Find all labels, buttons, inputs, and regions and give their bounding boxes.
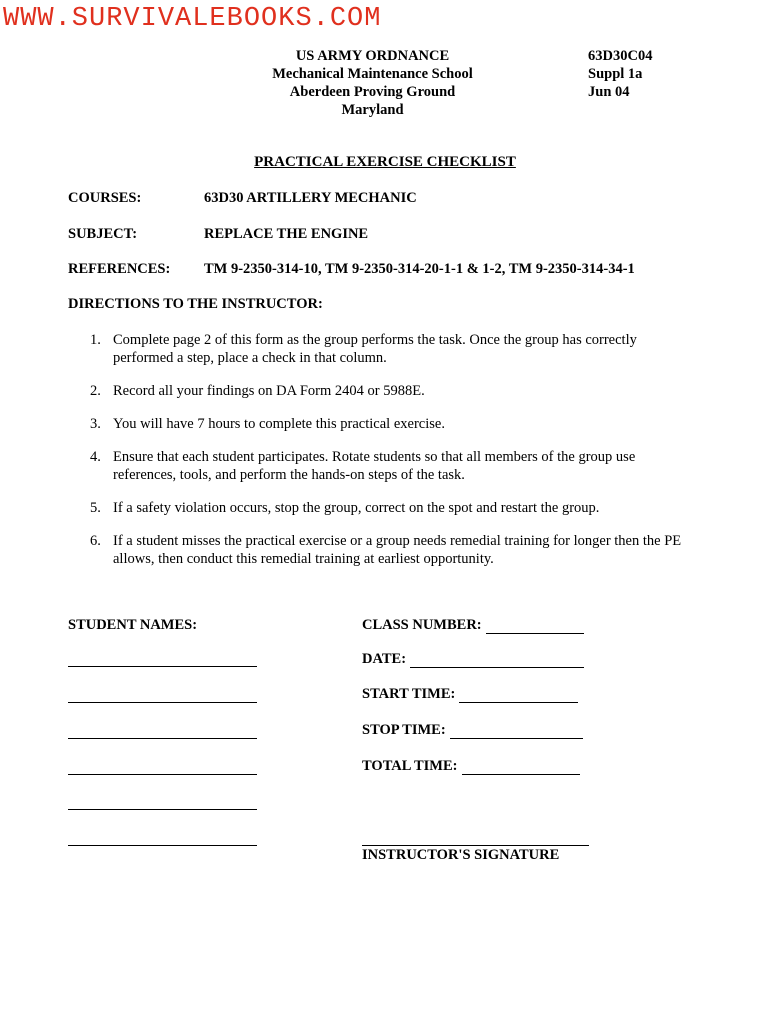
courses-value: 63D30 ARTILLERY MECHANIC (204, 190, 417, 206)
direction-number: 1. (90, 332, 101, 348)
direction-text: If a student misses the practical exercise or a group needs remedial training for longer then the PE allows, then conduct this remedial training at earliest opportunity. (113, 533, 682, 567)
student-names-label: STUDENT NAMES: (68, 617, 198, 633)
direction-text: Record all your findings on DA Form 2404 or 5988E. (113, 383, 425, 399)
document-date: Jun 04 (588, 84, 630, 100)
direction-item (86, 499, 696, 517)
document-number: 63D30C04 (588, 48, 653, 64)
total-time-field[interactable] (462, 760, 580, 775)
instructor-signature-label: INSTRUCTOR'S SIGNATURE (362, 847, 560, 863)
page-title: PRACTICAL EXERCISE CHECKLIST (254, 154, 516, 170)
header-line: Maryland (341, 102, 404, 118)
courses-row (68, 190, 417, 207)
stop-time-label: STOP TIME: (362, 722, 446, 738)
date-field[interactable] (410, 653, 584, 668)
direction-text: Complete page 2 of this form as the group performs the task. Once the group has correctly performed a step, place a check in that column. (113, 332, 637, 366)
start-time-label: START TIME: (362, 686, 456, 702)
student-name-field[interactable] (68, 774, 257, 775)
total-time-row (362, 758, 580, 775)
total-time-label: TOTAL TIME: (362, 758, 458, 774)
stop-time-field[interactable] (450, 724, 583, 739)
direction-number: 2. (90, 383, 101, 399)
student-name-field[interactable] (68, 738, 257, 739)
document-id-block (588, 47, 652, 101)
direction-number: 3. (90, 416, 101, 432)
direction-item (86, 532, 696, 568)
direction-number: 4. (90, 449, 101, 465)
courses-label: COURSES: (68, 190, 142, 206)
student-name-field[interactable] (68, 666, 257, 667)
subject-value: REPLACE THE ENGINE (204, 226, 369, 242)
subject-label: SUBJECT: (68, 226, 138, 242)
header-line: Aberdeen Proving Ground (289, 84, 456, 100)
watermark-url: WWW.SURVIVALEBOOKS.COM (3, 4, 382, 34)
direction-number: 5. (90, 500, 101, 516)
directions-heading: DIRECTIONS TO THE INSTRUCTOR: (68, 296, 323, 312)
student-name-field[interactable] (68, 845, 257, 846)
date-label: DATE: (362, 651, 407, 667)
direction-number: 6. (90, 533, 101, 549)
direction-text: Ensure that each student participates. Rotate students so that all members of the group use references, tools, and perform the hands-on steps of the task. (113, 449, 636, 483)
supplement-label: Suppl 1a (588, 66, 643, 82)
direction-item (86, 448, 696, 484)
class-number-label: CLASS NUMBER: (362, 617, 482, 633)
direction-text: You will have 7 hours to complete this practical exercise. (113, 416, 445, 432)
start-time-row (362, 686, 578, 703)
header-line: Mechanical Maintenance School (272, 66, 473, 82)
student-name-field[interactable] (68, 702, 257, 703)
header-line: US ARMY ORDNANCE (295, 48, 450, 64)
subject-row (68, 226, 368, 243)
direction-text: If a safety violation occurs, stop the group, correct on the spot and restart the group. (113, 500, 600, 516)
references-value: TM 9-2350-314-10, TM 9-2350-314-20-1-1 & 1-2, TM 9-2350-314-34-1 (204, 261, 635, 277)
instructor-signature-field[interactable] (362, 845, 589, 846)
directions-list (86, 331, 696, 583)
school-header (250, 47, 495, 119)
student-name-field[interactable] (68, 809, 257, 810)
direction-item (86, 382, 696, 400)
references-label: REFERENCES: (68, 261, 171, 277)
stop-time-row (362, 722, 583, 739)
date-row (362, 651, 584, 668)
start-time-field[interactable] (459, 688, 578, 703)
class-number-row (362, 617, 584, 634)
direction-item (86, 331, 696, 367)
references-row (68, 261, 635, 278)
class-number-field[interactable] (486, 619, 584, 634)
direction-item (86, 415, 696, 433)
